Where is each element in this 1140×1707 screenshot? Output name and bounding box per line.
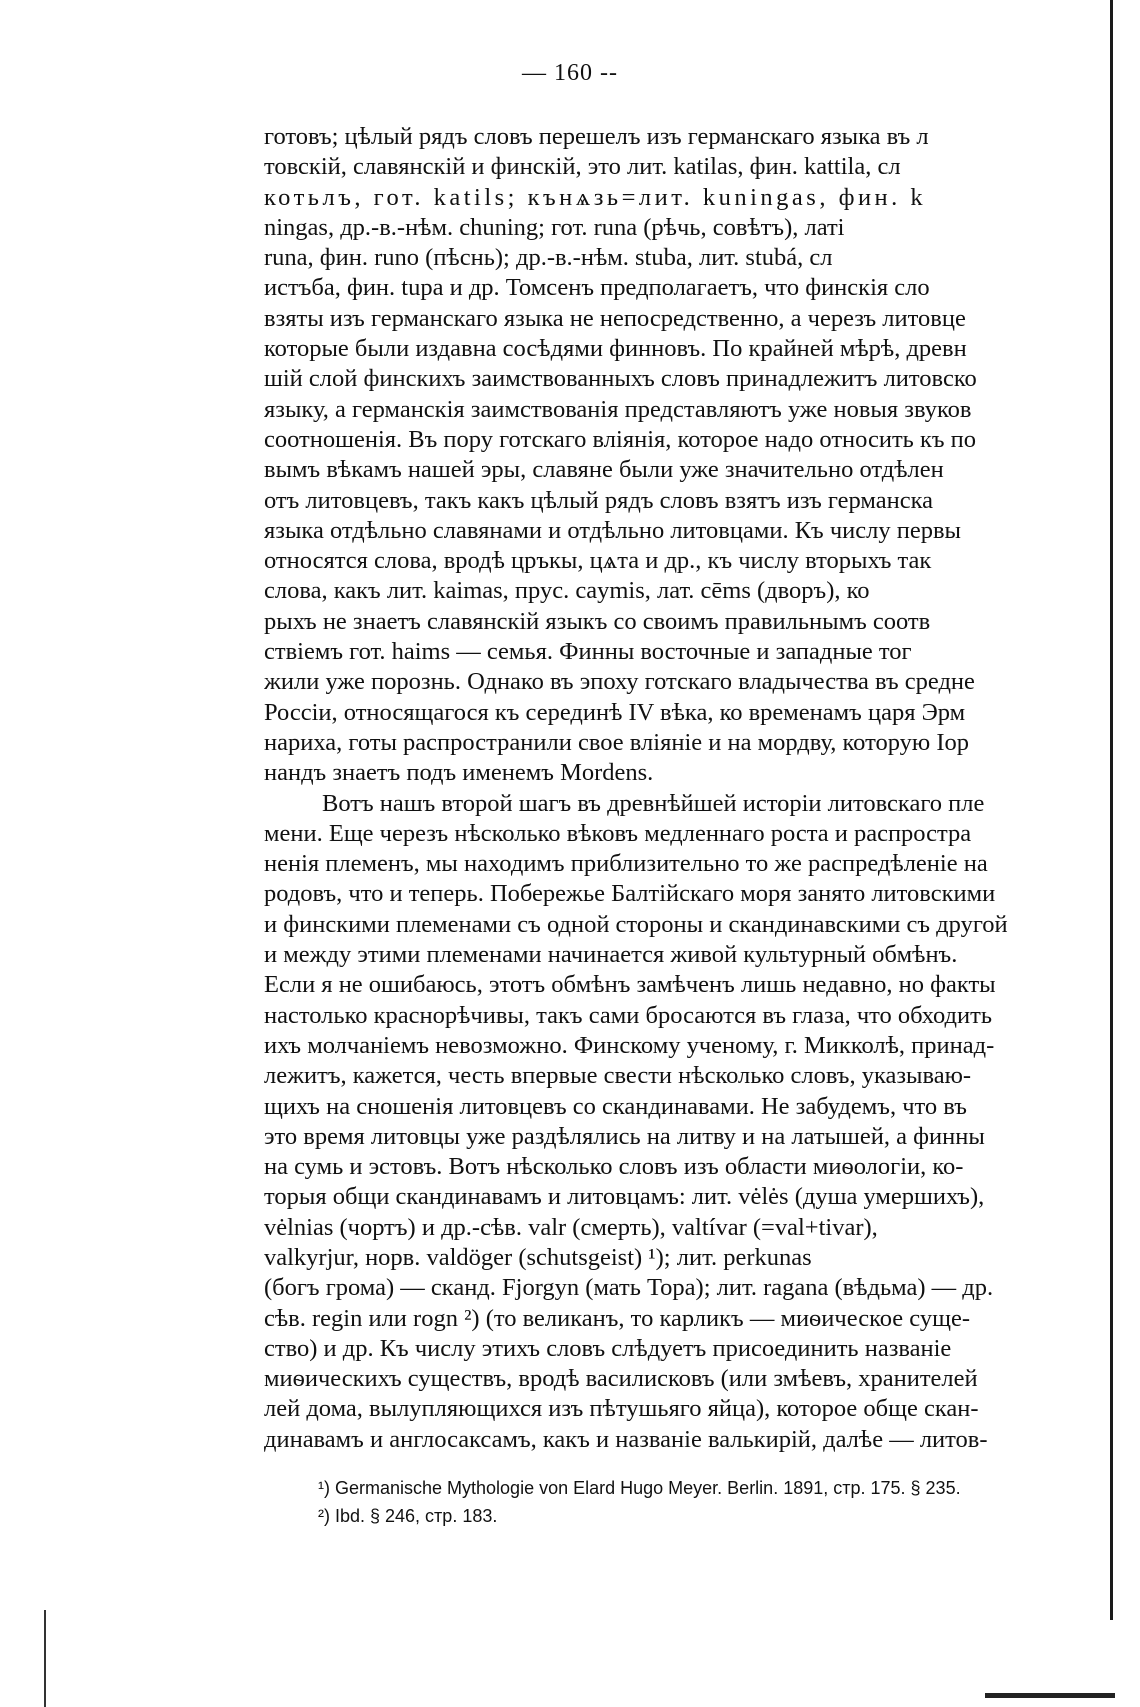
text-line: языка отдѣльно славянами и отдѣльно литовцами. Къ числу первы <box>264 516 962 544</box>
text-line: мени. Еще черезъ нѣсколько вѣковъ медленнаго роста и распростра <box>264 819 972 847</box>
footnotes <box>318 1474 1118 1530</box>
text-line: ningas, др.-в.-нѣм. chuning; гот. runa (рѣчь, совѣтъ), латі <box>264 213 845 241</box>
text-line: родовъ, что и теперь. Побережье Балтійскаго моря занято литовскими <box>264 880 996 908</box>
text-line: щихъ на сношенія литовцевъ со скандинавами. Не забудемъ, что въ <box>264 1092 967 1120</box>
text-line: готовъ; цѣлый рядъ словъ перешелъ изъ германскаго языка въ л <box>264 123 929 150</box>
text-line: относятся слова, вродѣ цръкы, цѧта и др., къ числу вторыхъ так <box>264 547 932 575</box>
text-line: которые были издавна сосѣдями финновъ. По крайней мѣрѣ, древн <box>264 335 967 363</box>
text-line: valkyrjur, норв. valdöger (schutsgeist) ¹); лит. perkunas <box>264 1243 812 1271</box>
text-line: сѣв. regin или rogn ²) (то великанъ, то карликъ — миѳическое суще- <box>264 1304 971 1332</box>
text-line: vėlnias (чортъ) и др.-сѣв. valr (смерть), valtívar (=val+tivar), <box>264 1213 878 1241</box>
text-line: Вотъ нашъ второй шагъ въ древнѣйшей исторіи литовскаго пле <box>322 789 985 817</box>
body-text <box>264 122 1114 1455</box>
text-line: лежитъ, кажется, честь впервые свести нѣсколько словъ, указываю- <box>264 1062 972 1090</box>
text-line: (богъ грома) — сканд. Fjorgyn (мать Тора); лит. ragana (вѣдьма) — др. <box>264 1274 994 1302</box>
text-line: Россіи, относящагося къ серединѣ IV вѣка, ко временамъ царя Эрм <box>264 698 966 726</box>
text-line: слова, какъ лит. kaimas, прус. caymis, лат. cēms (дворъ), ко <box>264 577 870 605</box>
text-line: ненія племенъ, мы находимъ приблизительно то же распредѣленіе на <box>264 850 988 878</box>
text-line: шій слой финскихъ заимствованныхъ словъ принадлежитъ литовско <box>264 365 977 393</box>
text-line: нариха, готы распространили свое вліяніе и на мордву, которую Іор <box>264 728 970 756</box>
text-line: настолько краснорѣчивы, такъ сами бросаются въ глаза, что обходить <box>264 1001 993 1029</box>
bottom-edge-mark <box>985 1693 1115 1698</box>
text-line: ихъ молчаніемъ невозможно. Финскому ученому, г. Микколѣ, принад- <box>264 1031 995 1059</box>
text-line: лей дома, вылупляющихся изъ пѣтушьяго яйца), которое обще скан- <box>264 1395 979 1423</box>
text-line: товскій, славянскій и финскій, это лит. katilas, фин. kattila, сл <box>264 153 901 181</box>
page-number: — 160 -- <box>522 60 618 86</box>
text-line: котьлъ, гот. katils; кънѧзь=лит. kuningas, фин. k <box>264 183 927 211</box>
text-line: отъ литовцевъ, такъ какъ цѣлый рядъ словъ взятъ изъ германска <box>264 486 933 514</box>
text-line: истъба, фин. tupa и др. Томсенъ предполагаетъ, что финскія сло <box>264 274 930 302</box>
footnote-2: ²) Ibd. § 246, стр. 183. <box>318 1506 498 1526</box>
text-line: вымъ вѣкамъ нашей эры, славяне были уже значительно отдѣлен <box>264 456 944 484</box>
text-line: динавамъ и англосаксамъ, какъ и названіе валькирій, далѣе — литов- <box>264 1425 988 1453</box>
footnote-1: ¹) Germanische Mythologie von Elard Hugo Meyer. Berlin. 1891, стр. 175. § 235. <box>318 1478 961 1498</box>
text-line: миѳическихъ существъ, вродѣ василисковъ (или змѣевъ, хранителей <box>264 1365 978 1393</box>
text-line: нандъ знаетъ подъ именемъ Mordens. <box>264 759 654 787</box>
text-line: взяты изъ германскаго языка не непосредственно, а черезъ литовце <box>264 304 966 332</box>
text-line: торыя общи скандинавамъ и литовцамъ: лит. vėlės (душа умершихъ), <box>264 1183 985 1211</box>
text-line: на сумь и эстовъ. Вотъ нѣсколько словъ изъ области миѳологіи, ко- <box>264 1153 964 1181</box>
binding-edge-rule <box>44 1610 46 1707</box>
text-line: жили уже порознь. Однако въ эпоху готскаго владычества въ средне <box>264 668 975 696</box>
text-line: языку, а германскія заимствованія представляютъ уже новыя звуков <box>264 395 972 423</box>
text-line: и между этими племенами начинается живой культурный обмѣнъ. <box>264 941 958 969</box>
text-line: Если я не ошибаюсь, этотъ обмѣнъ замѣченъ лишь недавно, но факты <box>264 971 996 999</box>
paragraph-2 <box>264 789 1114 1456</box>
text-line: рыхъ не знаетъ славянскій языкъ со своимъ правильнымъ соотв <box>264 607 931 635</box>
text-line: runa, фин. runo (пѣснь); др.-в.-нѣм. stuba, лит. stubá, сл <box>264 244 833 272</box>
text-line: ство) и др. Къ числу этихъ словъ слѣдуетъ присоединить названіе <box>264 1334 952 1362</box>
text-line: ствіемъ гот. haims — семья. Финны восточные и западные тог <box>264 638 912 666</box>
text-line: это время литовцы уже раздѣлялись на литву и на латышей, а финны <box>264 1122 985 1150</box>
text-line: соотношенія. Въ пору готскаго вліянія, которое надо относить къ по <box>264 425 977 453</box>
text-line: и финскими племенами съ одной стороны и скандинавскими съ другой <box>264 910 1008 938</box>
paragraph-1 <box>264 122 1114 789</box>
